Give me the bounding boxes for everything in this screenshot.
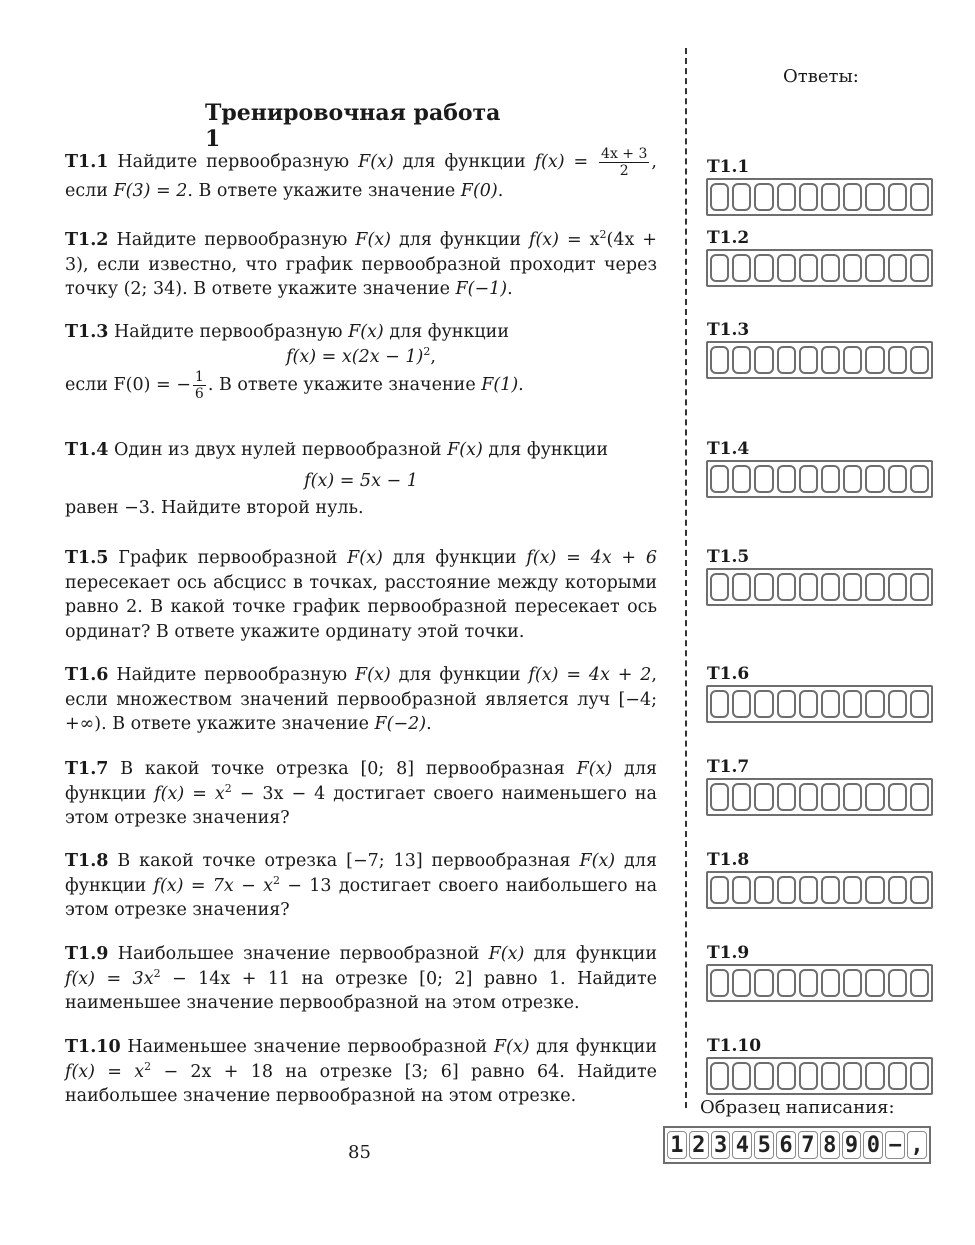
task-text: − 2x + 18 на отрезке [3; 6] равно 64. Найдите наибольшее значение первообразной на этом отрезке. [65,1061,657,1106]
answer-cell[interactable] [843,783,862,811]
task-text: Один из двух нулей первообразной [114,440,448,460]
sample-char: 8 [820,1131,840,1159]
answer-cell[interactable] [754,876,773,904]
answer-cell[interactable] [732,183,751,211]
answer-cell[interactable] [865,573,884,601]
math: F(x) [355,230,391,250]
answer-cell[interactable] [888,183,907,211]
task-text: , если [65,152,657,201]
answer-cell[interactable] [710,690,729,718]
task-text: , если множеством значений первообразной является луч [−4; +∞). В ответе укажите значение [65,665,657,734]
task-6 [65,663,657,737]
math: f(x) = x(2x − 1) [286,346,424,367]
task-1 [65,146,657,204]
page-title: Тренировочная работа 1 [205,100,501,152]
answer-cell[interactable] [821,1062,840,1090]
task-text: . [518,375,524,395]
math: F(x) [493,1037,530,1057]
answer-label-3: T1.3 [707,320,750,340]
answer-cell[interactable] [799,573,818,601]
task-text: Найдите первообразную [117,152,359,172]
math: F(x) [576,759,613,779]
answer-cell[interactable] [799,969,818,997]
math: f(x) = 4x + 2 [528,665,652,685]
task-text: пересекает ось абсцисс в точках, расстояние между которыми равно 2. В какой точке график первообразной пересекает ось ординат? В ответе укажите ординату этой точки. [65,572,657,642]
numerator: 1 [194,369,204,385]
answer-cell[interactable] [888,876,907,904]
task-text: В какой точке отрезка [−7; 13] первообразная [117,851,580,871]
answer-cell[interactable] [821,465,840,493]
math: F(1) [481,375,519,395]
answer-cell[interactable] [821,969,840,997]
task-text: для функции [383,322,509,342]
answer-label-5: T1.5 [707,547,750,567]
answer-cell[interactable] [732,573,751,601]
task-text: для функции [65,851,657,896]
answer-cell[interactable] [865,876,884,904]
answer-cell[interactable] [710,783,729,811]
answer-cell[interactable] [799,183,818,211]
exponent: 2 [272,873,280,887]
answer-cell[interactable] [777,346,796,374]
answer-cell[interactable] [754,254,773,282]
task-text: . [426,714,432,734]
answer-cell[interactable] [777,690,796,718]
answer-cell[interactable] [710,969,729,997]
task-id: T1.10 [65,1037,121,1057]
answer-cell[interactable] [732,783,751,811]
answer-cell[interactable] [754,465,773,493]
answer-cell[interactable] [865,783,884,811]
answer-cell[interactable] [910,346,929,374]
answer-cell[interactable] [754,1062,773,1090]
answer-boxes-5[interactable] [706,568,933,606]
answer-cell[interactable] [843,183,862,211]
sample-char: 4 [732,1131,752,1159]
answer-cell[interactable] [710,465,729,493]
answer-cell[interactable] [888,783,907,811]
answer-cell[interactable] [888,254,907,282]
answer-cell[interactable] [732,254,751,282]
answer-cell[interactable] [799,876,818,904]
answer-cell[interactable] [865,969,884,997]
sample-char: 6 [776,1131,796,1159]
answer-cell[interactable] [910,183,929,211]
answer-cell[interactable] [777,783,796,811]
answer-label-4: T1.4 [707,439,750,459]
answer-boxes-6[interactable] [706,685,933,723]
task-text: для функции [393,152,535,172]
answer-cell[interactable] [910,783,929,811]
answer-cell[interactable] [799,465,818,493]
task-id: T1.9 [65,944,109,964]
sample-char: 2 [689,1131,709,1159]
answer-cell[interactable] [777,465,796,493]
math: F(x) [447,440,483,460]
answer-cell[interactable] [821,346,840,374]
task-text: . [497,181,504,201]
task-text: − 13 достигает своего наибольшего на этом отрезке значения? [65,875,658,920]
answer-cell[interactable] [710,1062,729,1090]
answer-cell[interactable] [821,690,840,718]
math: f(x) = x [65,1061,145,1082]
answer-cell[interactable] [799,346,818,374]
answer-cell[interactable] [732,876,751,904]
answer-cell[interactable] [754,690,773,718]
answer-boxes-8[interactable] [706,871,933,909]
answer-cell[interactable] [777,183,796,211]
answer-cell[interactable] [777,969,796,997]
sample-writing [663,1126,931,1164]
answer-cell[interactable] [843,254,862,282]
task-9 [65,942,657,1016]
answer-cell[interactable] [710,876,729,904]
answer-cell[interactable] [843,969,862,997]
answer-cell[interactable] [910,1062,929,1090]
answer-cell[interactable] [799,690,818,718]
task-text: . В ответе укажите значение [207,375,482,395]
fraction [599,146,649,179]
answer-cell[interactable] [732,969,751,997]
exponent: 2 [423,344,431,358]
task-text: Найдите первообразную [116,665,356,685]
sample-char: 1 [667,1131,687,1159]
answer-cell[interactable] [777,573,796,601]
answer-cell[interactable] [710,254,729,282]
math: f(x) = 5x − 1 [304,470,418,491]
task-text: для функции [390,230,529,250]
task-text: если F(0) = − [65,375,191,395]
math: F(x) [347,548,383,568]
task-text: График первообразной [118,548,348,568]
answer-cell[interactable] [799,783,818,811]
answer-cell[interactable] [754,346,773,374]
numerator: 4x + 3 [601,146,648,162]
task-4 [65,438,657,521]
answer-label-10: T1.10 [707,1036,762,1056]
answer-cell[interactable] [732,1062,751,1090]
answer-cell[interactable] [910,690,929,718]
answer-cell[interactable] [865,690,884,718]
task-id: T1.1 [65,152,109,172]
answer-cell[interactable] [710,573,729,601]
answer-cell[interactable] [821,573,840,601]
answer-cell[interactable] [865,254,884,282]
math: f(x) = 7x − x [153,875,273,896]
answer-cell[interactable] [754,783,773,811]
task-text: для функции [529,1037,657,1057]
task-text: (4x + 3), если известно, что график первообразной проходит через точку (2; 34). В ответе укажите значение [65,230,657,299]
answer-cell[interactable] [888,1062,907,1090]
task-id: T1.7 [65,759,109,779]
cut-line [685,48,687,1108]
math: f(x) [529,230,560,250]
exponent: 2 [599,228,607,241]
task-id: T1.2 [65,230,109,250]
answer-cell[interactable] [910,465,929,493]
answer-boxes-7[interactable] [706,778,933,816]
task-10 [65,1035,657,1109]
answer-cell[interactable] [710,183,729,211]
sample-char: 9 [842,1131,862,1159]
sample-label: Образец написания: [700,1097,895,1118]
math: F(0) [460,181,498,201]
math: F(3) = 2 [113,181,188,201]
answer-cell[interactable] [821,254,840,282]
task-text: − 14x + 11 на отрезке [0; 2] равно 1. Найдите наименьшее значение первообразной на этом отрезке. [65,968,657,1013]
answer-cell[interactable] [888,346,907,374]
task-text: Наименьшее значение первообразной [127,1037,494,1057]
math: F(x) [355,665,391,685]
answer-cell[interactable] [843,1062,862,1090]
task-5 [65,546,657,644]
answer-cell[interactable] [843,573,862,601]
task-id: T1.3 [65,322,109,342]
answer-cell[interactable] [777,1062,796,1090]
task-id: T1.8 [65,851,109,871]
task-text: для функции [382,548,527,568]
answer-cell[interactable] [732,690,751,718]
exponent: 2 [144,1059,152,1073]
answer-cell[interactable] [732,346,751,374]
answer-cell[interactable] [865,183,884,211]
answer-cell[interactable] [888,969,907,997]
exponent: 2 [224,781,232,795]
answer-label-8: T1.8 [707,850,750,870]
task-id: T1.5 [65,548,109,568]
formula [65,469,657,494]
sample-char: 0 [863,1131,883,1159]
task-text: для функции [65,759,657,804]
task-text: для функции [524,944,657,964]
answer-boxes-2[interactable] [706,249,933,287]
task-text: = x [559,230,600,250]
answer-cell[interactable] [865,1062,884,1090]
task-text: Найдите первообразную [114,322,349,342]
answer-cell[interactable] [754,573,773,601]
math: f(x) = [534,152,589,172]
formula-end: , [430,346,436,367]
answer-cell[interactable] [888,690,907,718]
answer-cell[interactable] [732,465,751,493]
formula [65,345,657,370]
answer-cell[interactable] [865,465,884,493]
math: f(x) = 4x + 6 [526,548,657,568]
exponent: 2 [153,966,161,980]
task-text: . В ответе укажите значение [187,181,461,201]
page-number: 85 [348,1142,371,1163]
denominator: 6 [194,386,204,402]
task-text: равен −3. Найдите второй нуль. [65,498,364,518]
answer-cell[interactable] [843,346,862,374]
sample-char: 7 [798,1131,818,1159]
task-text: − 3x − 4 достигает своего наименьшего на этом отрезке значения? [65,783,657,828]
answer-cell[interactable] [799,254,818,282]
answer-cell[interactable] [777,254,796,282]
answer-boxes-9[interactable] [706,964,933,1002]
task-id: T1.6 [65,665,109,685]
task-text: Наибольшее значение первообразной [117,944,489,964]
denominator: 2 [619,163,629,179]
task-8 [65,849,657,923]
sample-char: 3 [711,1131,731,1159]
fraction [193,369,206,402]
sample-char: , [907,1131,927,1159]
answer-label-6: T1.6 [707,664,750,684]
task-text: для функции [390,665,529,685]
answer-boxes-10[interactable] [706,1057,933,1095]
task-text: . [507,279,513,299]
sample-char: 5 [754,1131,774,1159]
answer-cell[interactable] [910,969,929,997]
task-2 [65,228,657,302]
math: F(x) [358,152,394,172]
task-text: Найдите первообразную [116,230,356,250]
math: f(x) = 3x [65,968,154,989]
answer-boxes-3[interactable] [706,341,933,379]
answer-boxes-4[interactable] [706,460,933,498]
task-text: для функции [482,440,609,460]
answer-cell[interactable] [888,465,907,493]
answer-label-7: T1.7 [707,757,750,777]
task-7 [65,757,657,831]
math: f(x) = x [154,783,225,804]
answer-cell[interactable] [754,183,773,211]
answer-cell[interactable] [799,1062,818,1090]
answer-label-1: T1.1 [707,157,750,177]
task-3 [65,320,657,402]
answer-cell[interactable] [865,346,884,374]
answer-cell[interactable] [843,465,862,493]
math: F(x) [488,944,525,964]
task-text: В какой точке отрезка [0; 8] первообразная [120,759,577,779]
answer-cell[interactable] [910,573,929,601]
math: F(−2) [374,714,427,734]
answer-cell[interactable] [843,876,862,904]
answer-cell[interactable] [710,346,729,374]
answer-cell[interactable] [754,969,773,997]
sample-char: − [885,1131,905,1159]
answer-cell[interactable] [821,876,840,904]
math: F(x) [579,851,616,871]
answer-cell[interactable] [910,876,929,904]
answer-cell[interactable] [777,876,796,904]
answer-cell[interactable] [821,783,840,811]
task-id: T1.4 [65,440,109,460]
answer-cell[interactable] [843,690,862,718]
answer-boxes-1[interactable] [706,178,933,216]
math: F(−1) [455,279,508,299]
answer-cell[interactable] [821,183,840,211]
answer-label-9: T1.9 [707,943,750,963]
answers-heading: Ответы: [783,66,859,87]
answer-label-2: T1.2 [707,228,750,248]
math: F(x) [348,322,384,342]
answer-cell[interactable] [888,573,907,601]
answer-cell[interactable] [910,254,929,282]
